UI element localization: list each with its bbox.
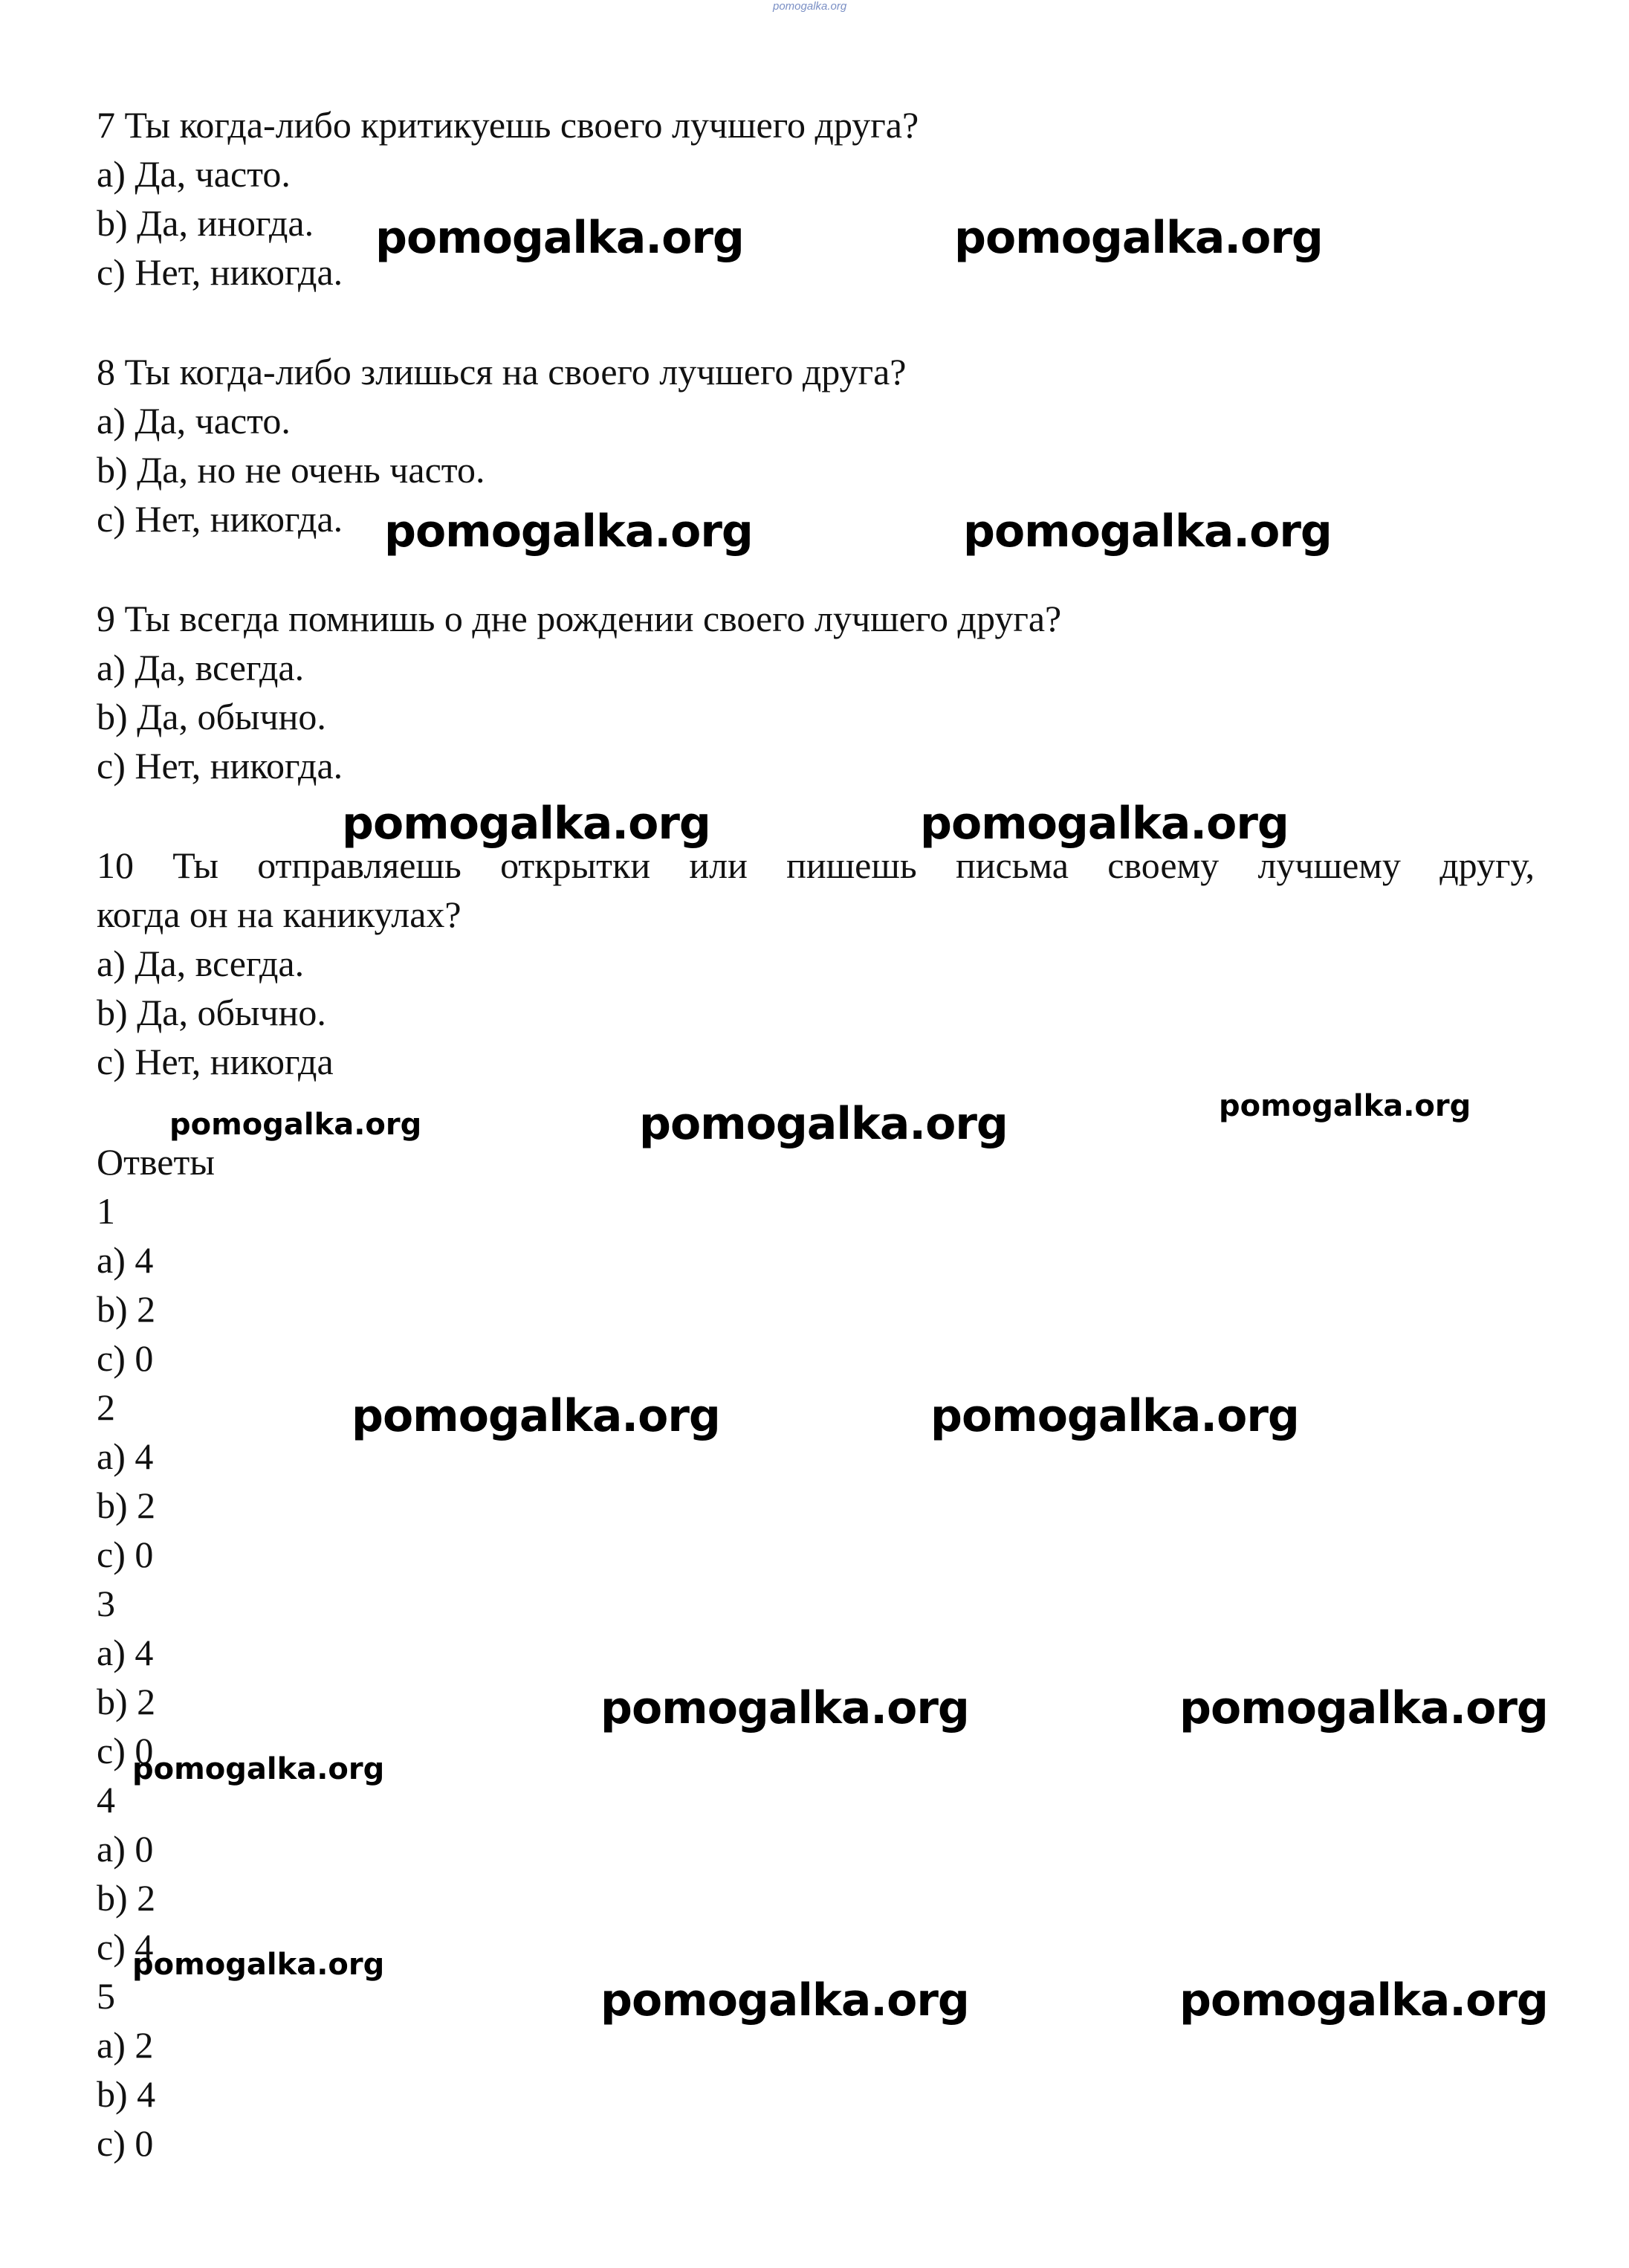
question-8-option-b: b) Да, но не очень часто. [97,449,485,491]
watermark-small: pomogalka.org [132,1948,385,1982]
answer-2-option-c: c) 0 [97,1534,154,1575]
answer-4-option-a: a) 0 [97,1828,154,1870]
watermark: pomogalka.org [600,1974,969,2026]
answer-2-number: 2 [97,1386,115,1428]
answer-5-option-c: c) 0 [97,2122,154,2164]
watermark: pomogalka.org [954,212,1323,264]
watermark: pomogalka.org [342,798,710,850]
answer-5-option-b: b) 4 [97,2073,156,2115]
question-9-option-c: c) Нет, никогда. [97,745,343,786]
answer-3-option-b: b) 2 [97,1681,156,1722]
answer-2-option-b: b) 2 [97,1484,156,1526]
answer-3-option-a: a) 4 [97,1632,154,1673]
watermark: pomogalka.org [930,1390,1299,1442]
question-7-option-a: a) Да, часто. [97,153,291,195]
watermark-small: pomogalka.org [1219,1089,1471,1123]
answer-4-number: 4 [97,1779,115,1820]
answer-2-option-a: a) 4 [97,1435,154,1477]
header-watermark: pomogalka.org [773,0,847,13]
answer-1-number: 1 [97,1190,115,1232]
question-10-title-line-1: 10 Ты отправляешь открытки или пишешь письма своему лучшему другу, [97,844,1535,886]
question-8-title: 8 Ты когда-либо злишься на своего лучшего друга? [97,351,907,392]
question-10-option-c: c) Нет, никогда [97,1041,334,1082]
watermark-small: pomogalka.org [132,1752,385,1786]
question-10-option-b: b) Да, обычно. [97,992,326,1033]
question-10-option-a: a) Да, всегда. [97,943,305,984]
answer-1-option-b: b) 2 [97,1288,156,1330]
answer-1-option-a: a) 4 [97,1239,154,1281]
answer-5-option-a: a) 2 [97,2024,154,2066]
answer-5-number: 5 [97,1975,115,2017]
question-9-option-b: b) Да, обычно. [97,696,326,737]
watermark: pomogalka.org [352,1390,720,1442]
watermark: pomogalka.org [375,212,744,264]
answer-3-option-c: c) 0 [97,1730,154,1771]
answers-title: Ответы [97,1141,215,1183]
answer-3-number: 3 [97,1583,115,1624]
answer-4-option-b: b) 2 [97,1877,156,1919]
question-8-option-a: a) Да, часто. [97,400,291,442]
answer-1-option-c: c) 0 [97,1337,154,1379]
question-7-option-b: b) Да, иногда. [97,202,314,244]
question-9-option-a: a) Да, всегда. [97,647,305,688]
question-9-title: 9 Ты всегда помнишь о дне рождении своего лучшего друга? [97,598,1062,639]
watermark: pomogalka.org [639,1098,1008,1150]
watermark: pomogalka.org [384,505,753,558]
watermark: pomogalka.org [1179,1974,1548,2026]
answer-4-option-c: c) 4 [97,1926,154,1968]
watermark: pomogalka.org [920,798,1289,850]
watermark: pomogalka.org [963,505,1332,558]
question-7-title: 7 Ты когда-либо критикуешь своего лучшего друга? [97,104,919,146]
watermark: pomogalka.org [600,1682,969,1734]
watermark: pomogalka.org [1179,1682,1548,1734]
watermark-small: pomogalka.org [169,1108,422,1142]
question-10-title-line-2: когда он на каникулах? [97,894,462,935]
question-7-option-c: c) Нет, никогда. [97,251,343,293]
question-8-option-c: c) Нет, никогда. [97,498,343,540]
